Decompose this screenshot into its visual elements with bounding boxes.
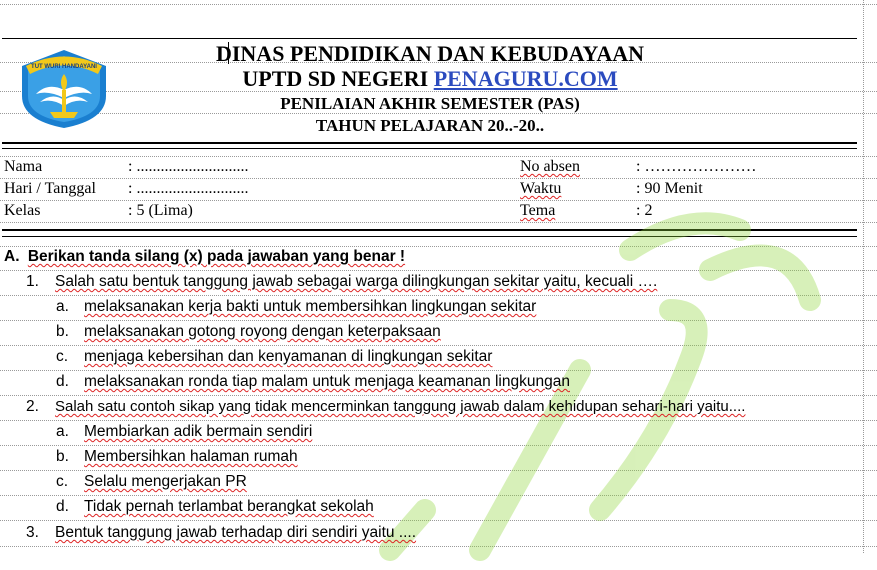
tut-wuri-handayani-logo [14,46,114,130]
option-letter: b. [56,323,69,340]
question-1-option-b[interactable]: melaksanakan gotong royong dengan keterpaksaan [84,323,441,340]
kelas-value: : 5 (Lima) [128,202,193,219]
option-letter: d. [56,498,69,515]
question-2-text: Salah satu contoh sikap yang tidak mencerminkan tanggung jawab dalam kehidupan sehari-hari yaitu.... [55,398,746,415]
header-rule [2,142,857,144]
option-letter: b. [56,448,69,465]
row-guide [0,222,877,223]
question-2-option-c[interactable]: Selalu mengerjakan PR [84,473,247,490]
school-name: UPTD SD NEGERI [242,66,434,91]
row-guide [0,178,877,179]
info-rule-thin [2,236,857,237]
row-guide [0,270,877,271]
option-letter: a. [56,423,69,440]
row-guide [0,246,877,247]
option-letter: d. [56,373,69,390]
question-2-number: 2. [26,398,39,415]
school-title [120,66,740,92]
section-title: Berikan tanda silang (x) pada jawaban yang benar ! [27,248,406,265]
svg-text:TUT WURI HANDAYANI: TUT WURI HANDAYANI [31,64,97,70]
row-guide [0,395,877,396]
option-letter: c. [56,473,69,490]
tema-value: : 2 [636,202,653,219]
absen-label: No absen [520,158,580,175]
kelas-label: Kelas [4,202,41,219]
header-top-rule [2,38,857,39]
question-1-number: 1. [26,273,39,290]
hari-label: Hari / Tanggal [4,180,96,197]
row-guide [0,345,877,346]
section-letter: A. [4,248,20,265]
question-1-option-c[interactable]: menjaga kebersihan dan kenyamanan di lingkungan sekitar [84,348,493,365]
school-website-link[interactable]: PENAGURU.COM [433,66,618,91]
agency-title: DINAS PENDIDIKAN DAN KEBUDAYAAN [215,41,645,66]
question-2-option-a[interactable]: Membiarkan adik bermain sendiri [84,423,313,440]
option-letter: c. [56,348,69,365]
row-guide [0,546,877,547]
waktu-label: Waktu [520,180,562,197]
question-2-option-d[interactable]: Tidak pernah terlambat berangkat sekolah [84,498,374,515]
waktu-value: : 90 Menit [636,180,703,197]
hari-value[interactable]: : ............................ [128,180,249,197]
row-guide [0,200,877,201]
question-3-text: Bentuk tanggung jawab terhadap diri sendiri yaitu .... [55,524,417,541]
row-guide [0,520,877,521]
exam-title: PENILAIAN AKHIR SEMESTER (PAS) [280,94,580,113]
option-letter: a. [56,298,69,315]
row-guide [0,470,877,471]
row-guide [0,320,877,321]
question-2-option-b[interactable]: Membersihkan halaman rumah [84,448,298,465]
question-3-number: 3. [26,524,39,541]
section-heading [4,248,405,266]
row-guide [0,445,877,446]
top-guide [0,4,877,5]
row-guide [0,370,877,371]
question-1-option-d[interactable]: melaksanakan ronda tiap malam untuk menjaga keamanan lingkungan [84,373,570,390]
row-guide [0,156,877,157]
header-rule-thin [2,148,857,149]
nama-label: Nama [4,158,43,175]
absen-value[interactable]: : ………………… [636,158,757,175]
nama-value[interactable]: : ............................ [128,158,249,175]
row-guide [0,420,877,421]
row-guide [0,295,877,296]
info-rule [2,229,857,231]
question-1-text: Salah satu bentuk tanggung jawab sebagai warga dilingkungan sekitar yaitu, kecuali …. [55,273,658,290]
tema-label: Tema [520,202,556,219]
row-guide [0,495,877,496]
school-year: TAHUN PELAJARAN 20..-20.. [315,116,545,135]
question-1-option-a[interactable]: melaksanakan kerja bakti untuk membersihkan lingkungan sekitar [84,298,537,315]
